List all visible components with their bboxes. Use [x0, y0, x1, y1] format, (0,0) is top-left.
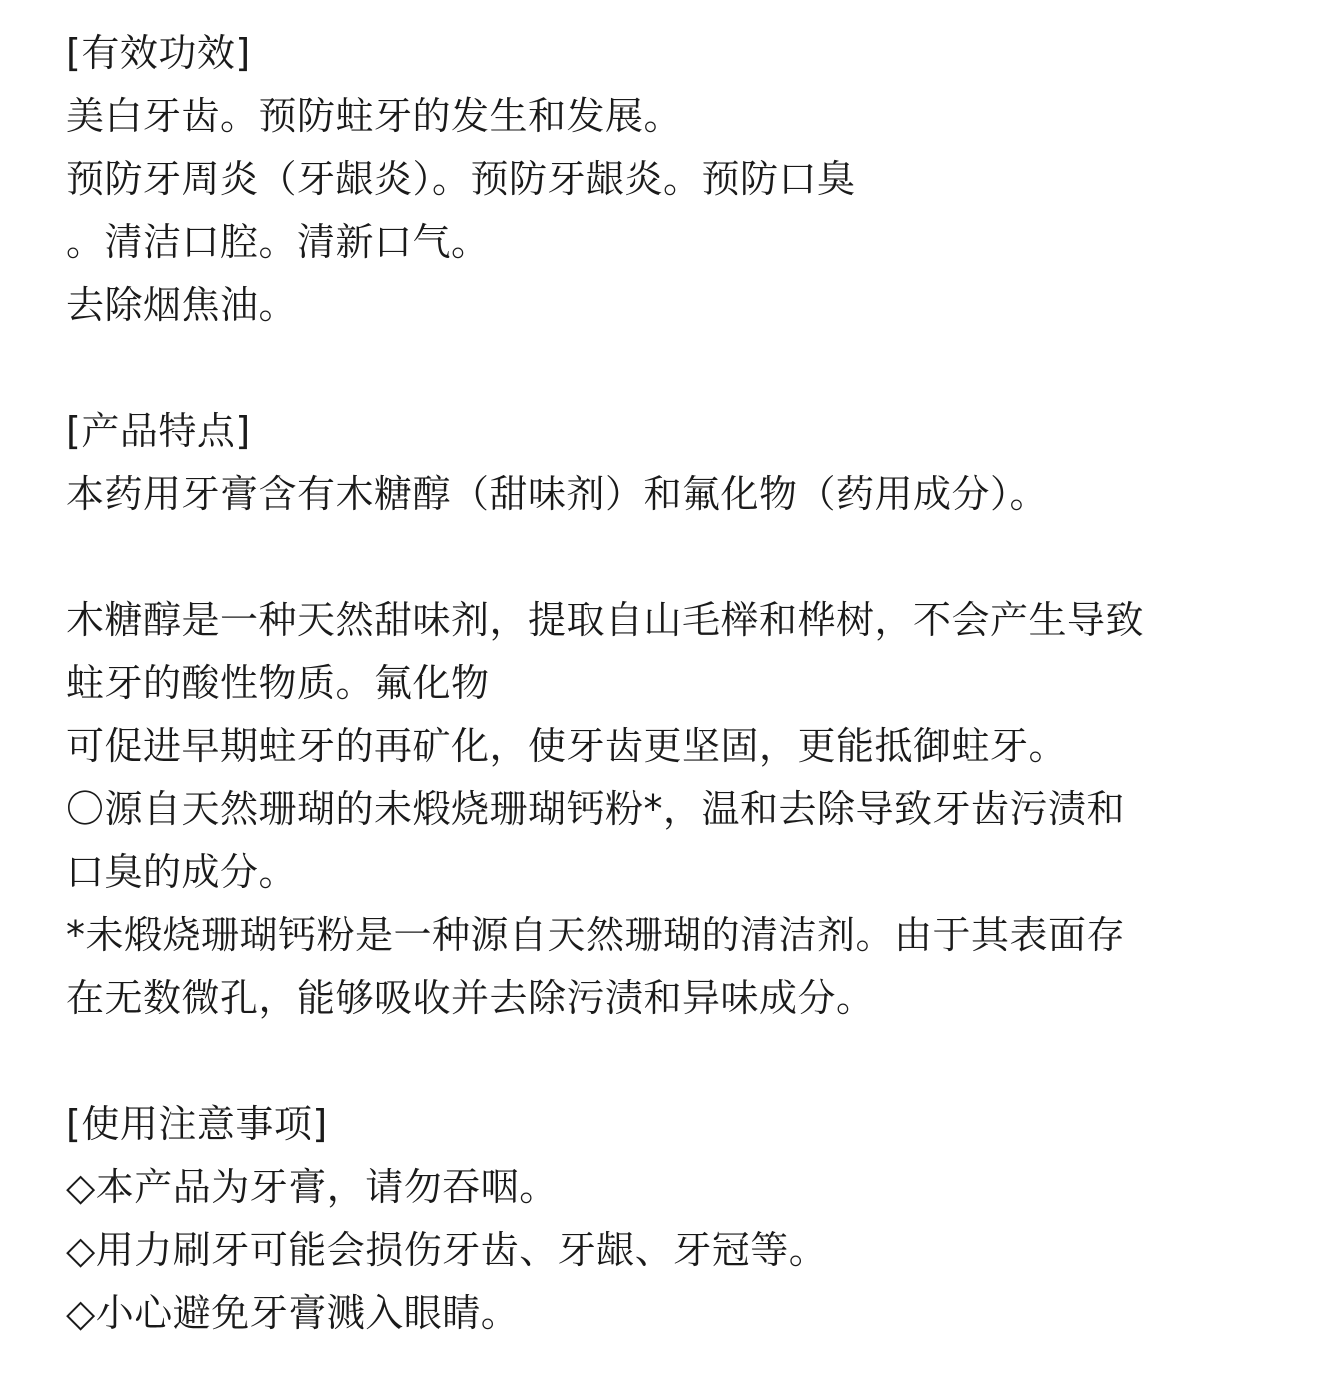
features-line: 本药用牙膏含有木糖醇（甜味剂）和氟化物（药用成分）。: [66, 472, 1049, 516]
features-line: 蛀牙的酸性物质。氟化物: [66, 661, 490, 705]
features-line: 可促进早期蛀牙的再矿化，使牙齿更坚固，更能抵御蛀牙。: [66, 724, 1068, 768]
precautions-line: ◇用力刷牙可能会损伤牙齿、牙龈、牙冠等。: [66, 1228, 828, 1272]
features-line: 木糖醇是一种天然甜味剂，提取自山毛榉和桦树，不会产生导致: [66, 598, 1145, 642]
features-line: *未煅烧珊瑚钙粉是一种源自天然珊瑚的清洁剂。由于其表面存: [66, 913, 1126, 957]
effects-line: 美白牙齿。预防蛀牙的发生和发展。: [66, 94, 683, 138]
effects-line: 去除烟焦油。: [66, 283, 298, 327]
effects-line: 预防牙周炎（牙龈炎）。预防牙龈炎。预防口臭: [66, 157, 856, 201]
section-heading-precautions: [使用注意事项]: [66, 1102, 328, 1146]
features-line: 口臭的成分。: [66, 850, 298, 894]
document-body: [66, 22, 1306, 1345]
features-line: 在无数微孔，能够吸收并去除污渍和异味成分。: [66, 976, 875, 1020]
precautions-line: ◇小心避免牙膏溅入眼睛。: [66, 1291, 520, 1335]
section-heading-effects: [有效功效]: [66, 31, 251, 75]
section-spacer: [66, 1030, 1306, 1093]
precautions-line: ◇本产品为牙膏，请勿吞咽。: [66, 1165, 558, 1209]
section-heading-features: [产品特点]: [66, 409, 251, 453]
effects-line: 。清洁口腔。清新口气。: [66, 220, 490, 264]
features-line: [66, 526, 1306, 589]
features-line: 〇源自天然珊瑚的未煅烧珊瑚钙粉*，温和去除导致牙齿污渍和: [66, 787, 1126, 831]
section-spacer: [66, 337, 1306, 400]
